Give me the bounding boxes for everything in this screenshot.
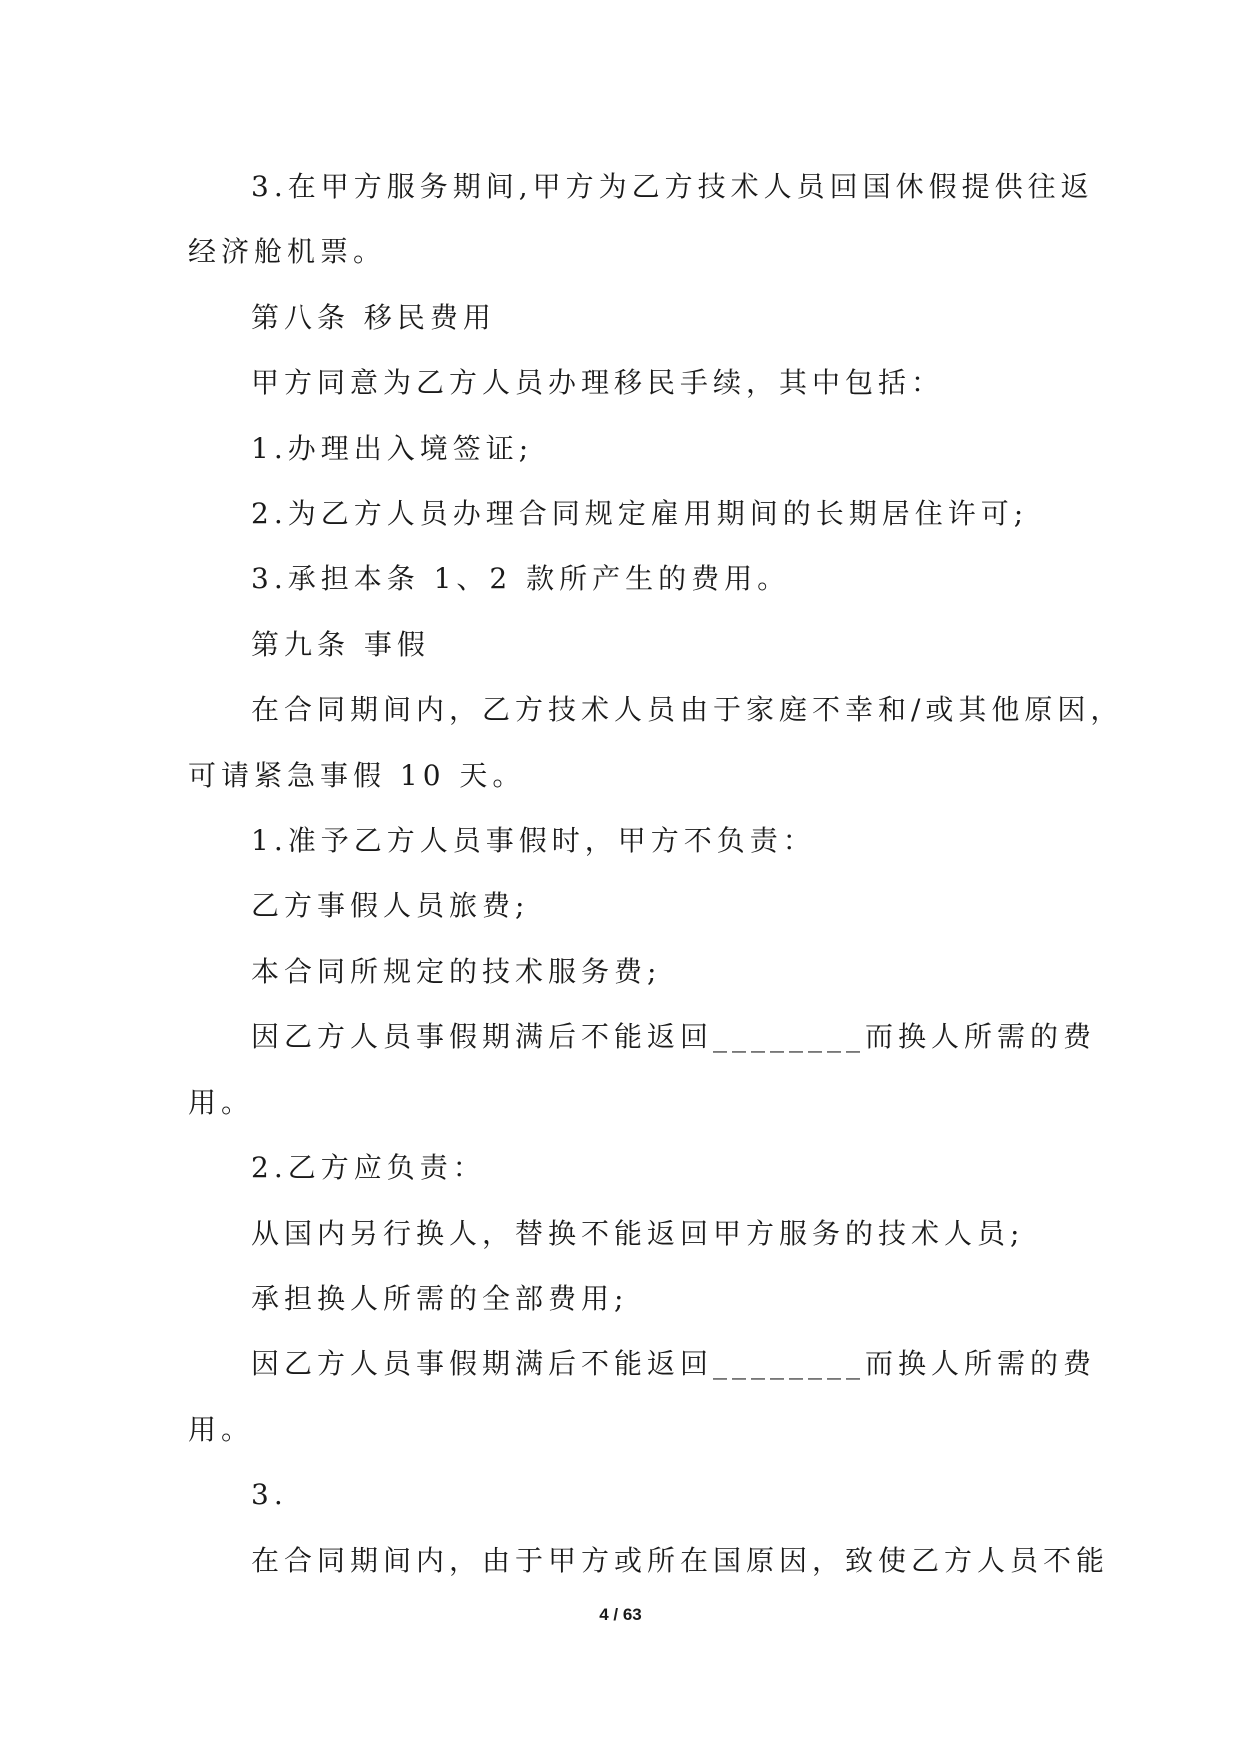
document-body xyxy=(188,154,1124,1593)
paragraph-line: 从国内另行换人，替换不能返回甲方服务的技术人员; xyxy=(251,1216,1025,1250)
paragraph-line: 经济舱机票。 xyxy=(188,235,387,269)
section-heading-article-9: 第九条 事假 xyxy=(251,627,430,661)
list-item: 1.准予乙方人员事假时，甲方不负责： xyxy=(251,824,816,858)
paragraph-line: 用。 xyxy=(188,1085,255,1119)
paragraph-line: 在合同期间内，由于甲方或所在国原因，致使乙方人员不能 xyxy=(251,1543,1110,1577)
paragraph-line: 在合同期间内，乙方技术人员由于家庭不幸和/或其他原因， xyxy=(251,693,1124,727)
page-number: 4 / 63 xyxy=(599,1605,642,1624)
paragraph-line: 甲方同意为乙方人员办理移民手续，其中包括： xyxy=(251,366,945,400)
section-heading-article-8: 第八条 移民费用 xyxy=(251,300,496,334)
paragraph-line: 乙方事假人员旅费; xyxy=(251,889,530,923)
list-item: 2.为乙方人员办理合同规定雇用期间的长期居住许可; xyxy=(251,497,1029,531)
list-item: 3. xyxy=(251,1478,288,1512)
list-item: 3.承担本条 1、2 款所产生的费用。 xyxy=(251,562,791,596)
paragraph-line: 因乙方人员事假期满后不能返回________而换人所需的费 xyxy=(251,1020,1097,1054)
list-item: 1.办理出入境签证; xyxy=(251,431,534,465)
paragraph-line: 可请紧急事假 10 天。 xyxy=(188,758,526,792)
list-item: 2.乙方应负责： xyxy=(251,1151,486,1185)
paragraph-line: 3.在甲方服务期间,甲方为乙方技术人员回国休假提供往返 xyxy=(251,170,1094,203)
paragraph-line: 承担换人所需的全部费用; xyxy=(251,1281,629,1315)
paragraph-line: 因乙方人员事假期满后不能返回________而换人所需的费 xyxy=(251,1347,1097,1381)
paragraph-line: 本合同所规定的技术服务费; xyxy=(251,954,662,988)
paragraph-line: 用。 xyxy=(188,1412,255,1446)
